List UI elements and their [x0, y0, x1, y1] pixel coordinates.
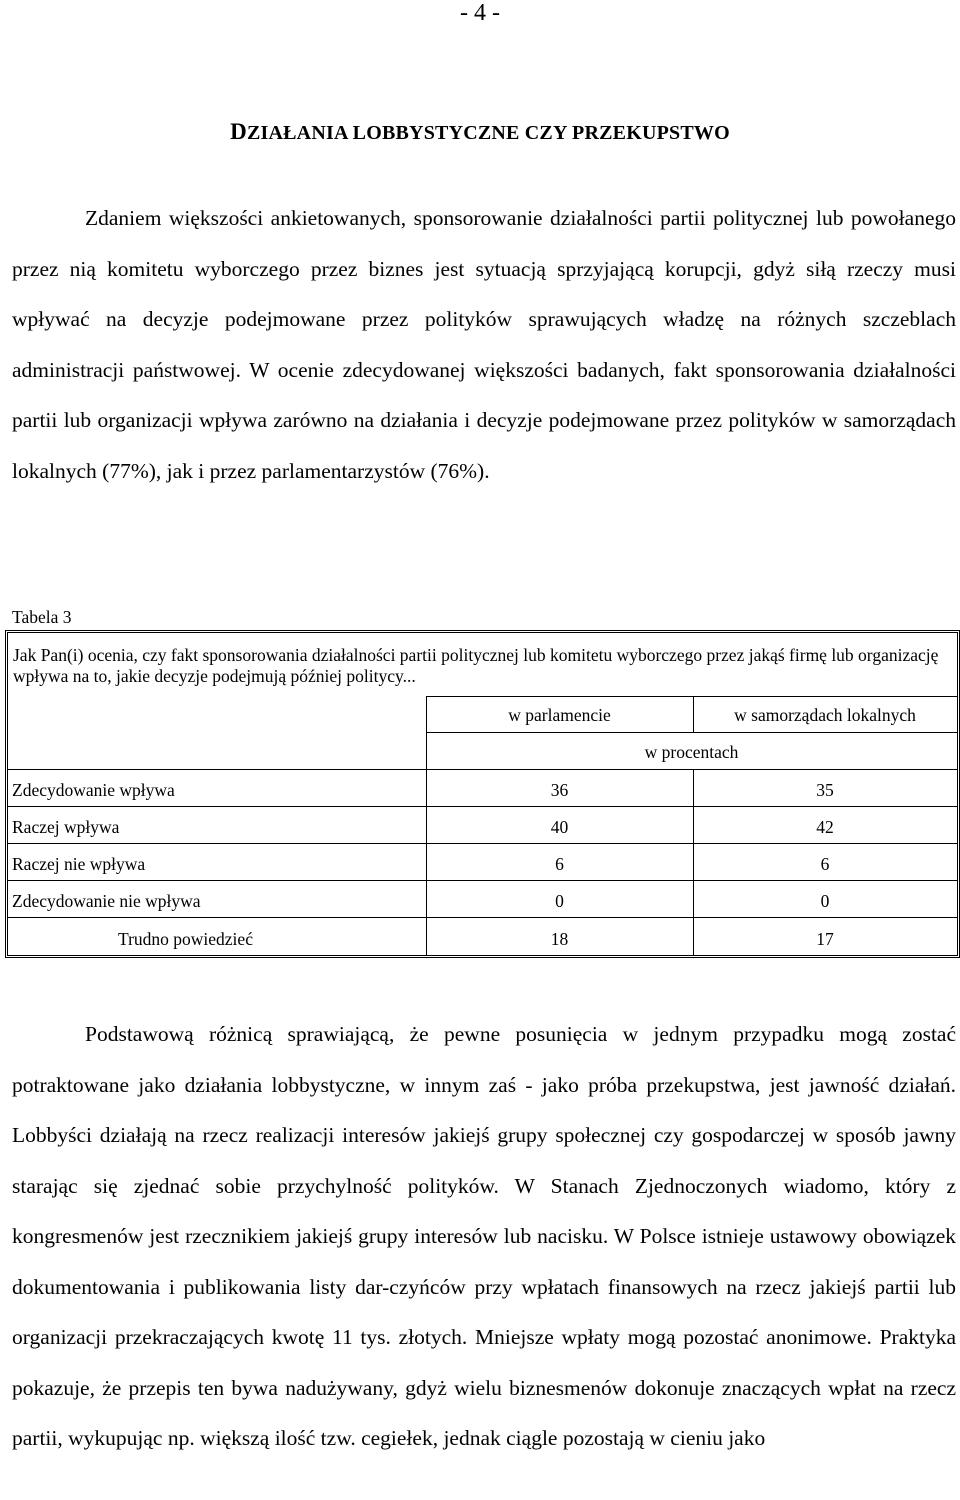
row-line: [8, 917, 957, 918]
col-header-local: w samorządach lokalnych: [734, 705, 916, 725]
row-label: Raczej nie wpływa: [12, 854, 146, 874]
page-number: - 4 -: [460, 0, 500, 26]
row-value-local: 35: [816, 780, 834, 800]
results-table: [5, 630, 960, 958]
row-line: [8, 880, 957, 881]
paragraph-intro: Zdaniem większości ankietowanych, sponsorowanie działalności partii politycznej lub powołanego przez nią komitetu wyborczego przez biznes jest sytuacją sprzyjającą korupcji, gdyż siłą rzeczy musi wpływać na decyzje podejmowane przez polityków sprawujących władzę na różnych szczeblach administracji państwowej. W ocenie zdecydowanej większości badanych, fakt sponsorowania działalności partii lub organizacji wpływa zarówno na działania i decyzje podejmowane przez polityków w samorządach lokalnych (77%), jak i przez parlamentarzystów (76%).: [12, 206, 956, 483]
section-heading: [0, 119, 960, 145]
row-value-local: 42: [816, 817, 834, 837]
header-mid-line: [426, 732, 957, 733]
row-label: Trudno powiedzieć: [118, 929, 253, 949]
row-line: [8, 843, 957, 844]
row-value-parliament: 0: [555, 891, 564, 911]
header-bottom-line: [8, 769, 957, 770]
row-value-local: 0: [820, 891, 830, 911]
table-question: Jak Pan(i) ocenia, czy fakt sponsorowania działalności partii politycznej lub komitetu wyborczego przez jakąś firmę lub organizację wpływa na to, jakie decyzje podejmują później politycy...: [13, 645, 939, 686]
heading-rest: ZIAŁANIA LOBBYSTYCZNE CZY PRZEKUPSTWO: [246, 122, 730, 144]
paragraph-lobbying: Podstawową różnicą sprawiającą, że pewne posunięcia w jednym przypadku mogą zostać potraktowane jako działania lobbystyczne, w innym zaś - jako próba przekupstwa, jest jawność działań. Lobbyści działają na rzecz realizacji interesów jakiejś grupy społecznej czy gospodarczej w sposób jawny starając się zjednać sobie przychylność polityków. W Stanach Zjednoczonych wiadomo, który z kongresmenów jest rzecznikiem jakiejś grupy interesów lub nacisku. W Polsce istnieje ustawowy obowiązek dokumentowania i publikowania listy dar-czyńców przy wpłatach finansowych na rzecz jakiejś partii lub organizacji przekraczających kwotę 11 tys. złotych. Mniejsze wpłaty mogą pozostać anonimowe. Praktyka pokazuje, że przepis ten bywa nadużywany, gdyż wielu biznesmenów dokonuje znaczących wpłat na rzecz partii, wykupując np. większą ilość tzw. cegiełek, jednak ciągle pozostają w cieniu jako: [12, 1022, 956, 1450]
table-caption: Tabela 3: [12, 607, 72, 627]
header-top-line: [426, 696, 957, 697]
row-value-parliament: 6: [555, 854, 564, 874]
row-line: [8, 806, 957, 807]
row-label: Zdecydowanie nie wpływa: [12, 891, 201, 911]
row-label: Raczej wpływa: [12, 817, 120, 837]
unit-label: w procentach: [644, 742, 739, 762]
row-value-parliament: 36: [550, 780, 569, 800]
row-value-local: 6: [820, 854, 830, 874]
row-value-parliament: 18: [550, 929, 569, 949]
row-label: Zdecydowanie wpływa: [12, 780, 175, 800]
col-header-parliament: w parlamencie: [508, 705, 611, 725]
heading-initial: D: [230, 119, 247, 144]
row-value-parliament: 40: [550, 817, 569, 837]
row-value-local: 17: [816, 929, 834, 949]
